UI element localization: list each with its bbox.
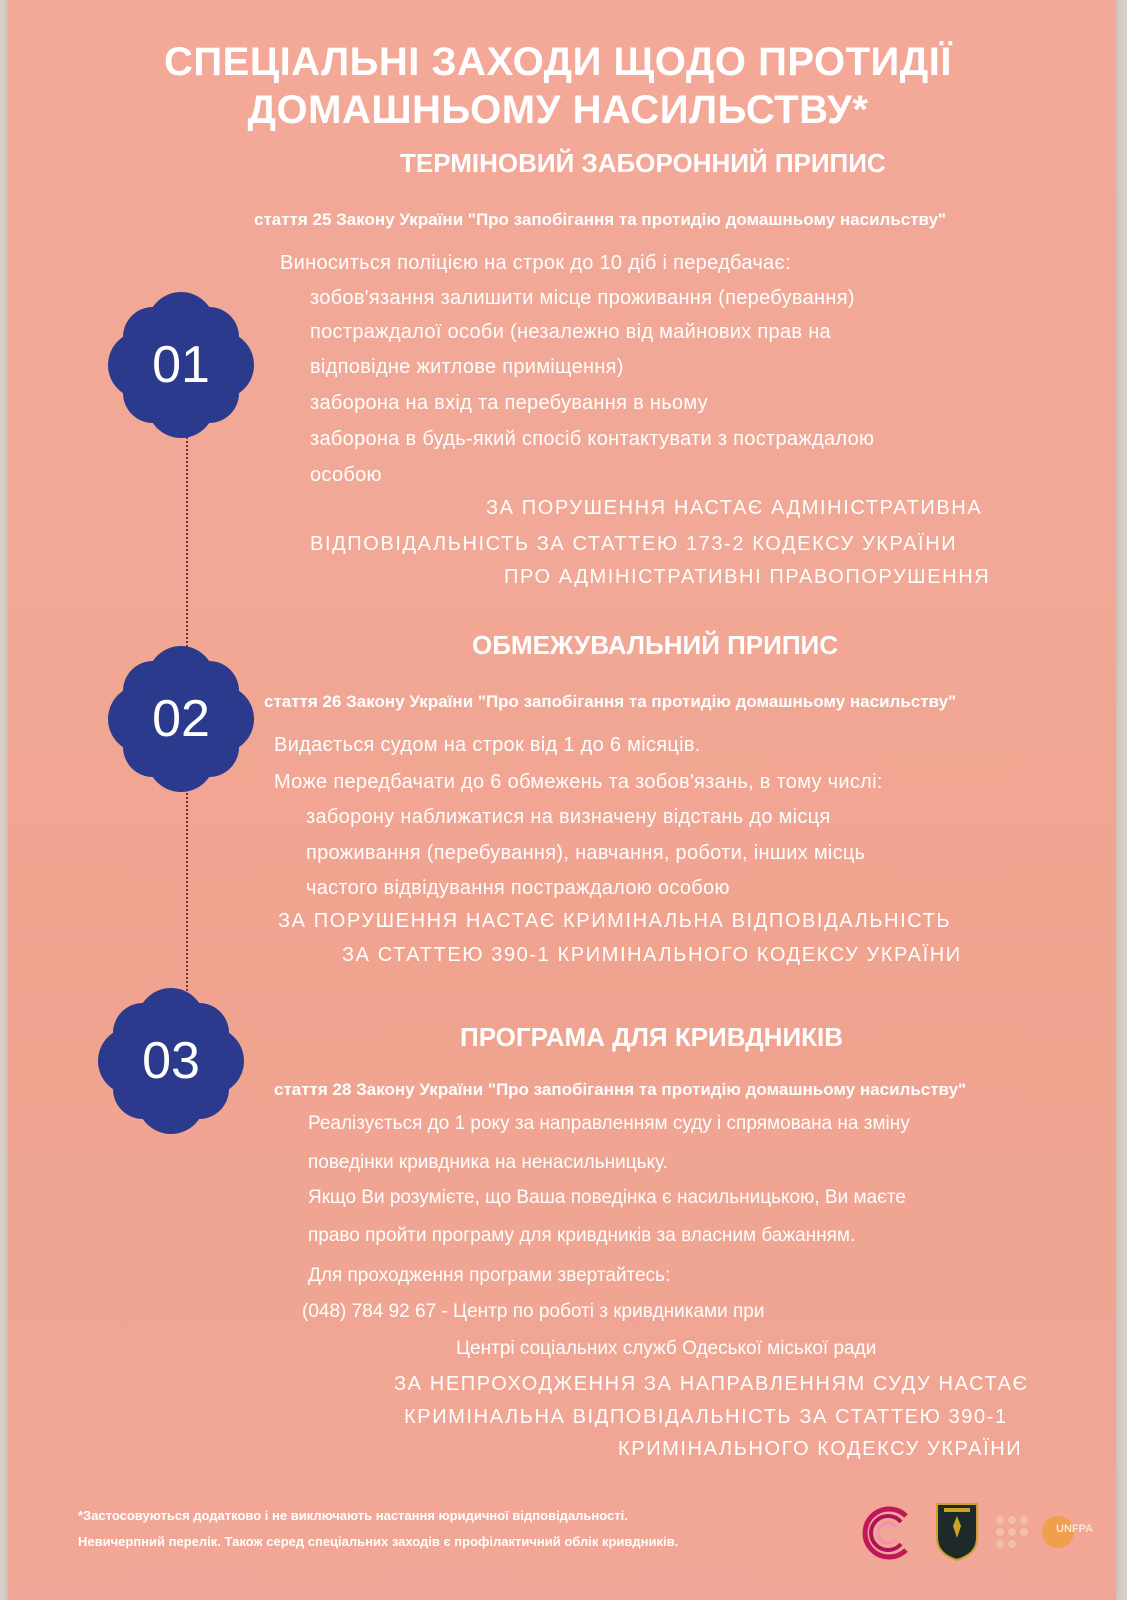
section1-liability: ПРО АДМІНІСТРАТИВНІ ПРАВОПОРУШЕННЯ [504,566,991,588]
section3-line: Якщо Ви розумієте, що Ваша поведінка є насильницькою, Ви маєте [308,1187,906,1208]
footnote-line2: Невичерпний перелік. Також серед спеціальних заходів є профілактичний облік кривдників. [78,1534,679,1549]
section1-item: заборона в будь-який спосіб контактувати з постраждалою [310,428,875,450]
step-number: 03 [142,1032,200,1090]
section3-line: право пройти програму для кривдників за власним бажанням. [308,1225,856,1246]
timeline-connector-2 [186,785,188,995]
section2-line: Видається судом на строк від 1 до 6 місяців. [274,734,701,756]
section3-liability: КРИМІНАЛЬНА ВІДПОВІДАЛЬНІСТЬ ЗА СТАТТЕЮ 390-1 [404,1406,1008,1428]
section2-item: заборону наближатися на визначену відстань до місця [306,806,831,828]
timeline-connector-1 [186,425,188,655]
section3-line: Центрі соціальних служб Одеської міської ради [456,1338,877,1359]
section3-liability: ЗА НЕПРОХОДЖЕННЯ ЗА НАПРАВЛЕННЯМ СУДУ НАСТАЄ [394,1373,1029,1395]
section2-line: Може передбачати до 6 обмежень та зобов'язань, в тому числі: [274,771,883,793]
section2-liability: ЗА ПОРУШЕННЯ НАСТАЄ КРИМІНАЛЬНА ВІДПОВІДАЛЬНІСТЬ [278,910,952,932]
section3-liability: КРИМІНАЛЬНОГО КОДЕКСУ УКРАЇНИ [618,1438,1023,1460]
footnote-line1: *Застосовуються додатково і не виключають настання юридичної відповідальності. [78,1508,628,1523]
leaflet-sheet [8,0,1116,1600]
section1-item: особою [310,464,382,486]
section1-item: заборона на вхід та перебування в ньому [310,392,708,414]
section2-item: частого відвідування постраждалою особою [306,877,730,899]
step-badge-01 [108,292,254,438]
section3-phone-line: (048) 784 92 67 - Центр по роботі з кривдниками при [302,1301,765,1322]
section3-heading: ПРОГРАМА ДЛЯ КРИВДНИКІВ [460,1022,844,1052]
section2-reference: стаття 26 Закону України "Про запобігання та протидію домашньому насильству" [264,692,957,711]
section2-heading: ОБМЕЖУВАЛЬНИЙ ПРИПИС [472,630,838,660]
step-number: 02 [152,690,210,748]
step-badge-03 [98,988,244,1134]
partner-logo [992,1512,1032,1552]
police-logo [934,1498,980,1562]
section1-liability: ЗА ПОРУШЕННЯ НАСТАЄ АДМІНІСТРАТИВНА [486,497,983,519]
section2-liability: ЗА СТАТТЕЮ 390-1 КРИМІНАЛЬНОГО КОДЕКСУ УКРАЇНИ [342,944,962,966]
center-logo [856,1502,918,1564]
section1-item: відповідне житлове приміщення) [310,356,624,378]
police-shield-icon [934,1498,980,1562]
section3-line: Для проходження програми звертайтесь: [308,1265,671,1286]
step-number: 01 [152,336,210,394]
unfpa-logo [1036,1510,1094,1554]
dots-logo-icon [992,1512,1032,1552]
section2-item: проживання (перебування), навчання, роботи, інших місць [306,842,866,864]
section3-line: поведінки кривдника на ненасильницьку. [308,1152,668,1173]
section1-item: зобов'язання залишити місце проживання (перебування) [310,287,855,309]
section1-intro: Виноситься поліцією на строк до 10 діб і передбачає: [280,252,791,274]
circle-c-logo-icon [856,1502,918,1564]
section1-heading: ТЕРМІНОВИЙ ЗАБОРОННИЙ ПРИПИС [400,148,886,178]
page-title-line2: ДОМАШНЬОМУ НАСИЛЬСТВУ* [247,88,869,132]
page-title-line1: СПЕЦІАЛЬНІ ЗАХОДИ ЩОДО ПРОТИДІЇ [164,40,952,84]
section1-liability: ВІДПОВІДАЛЬНІСТЬ ЗА СТАТТЕЮ 173-2 КОДЕКСУ УКРАЇНИ [310,533,958,555]
section1-reference: стаття 25 Закону України "Про запобігання та протидію домашньому насильству" [254,210,947,229]
section3-line: Реалізується до 1 року за направленням суду і спрямована на зміну [308,1113,910,1134]
step-badge-02 [108,646,254,792]
section1-item: постраждалої особи (незалежно від майнових прав на [310,321,831,343]
section3-reference: стаття 28 Закону України "Про запобігання та протидію домашньому насильству" [274,1080,967,1099]
unfpa-label: UNFPA [1056,1523,1094,1535]
